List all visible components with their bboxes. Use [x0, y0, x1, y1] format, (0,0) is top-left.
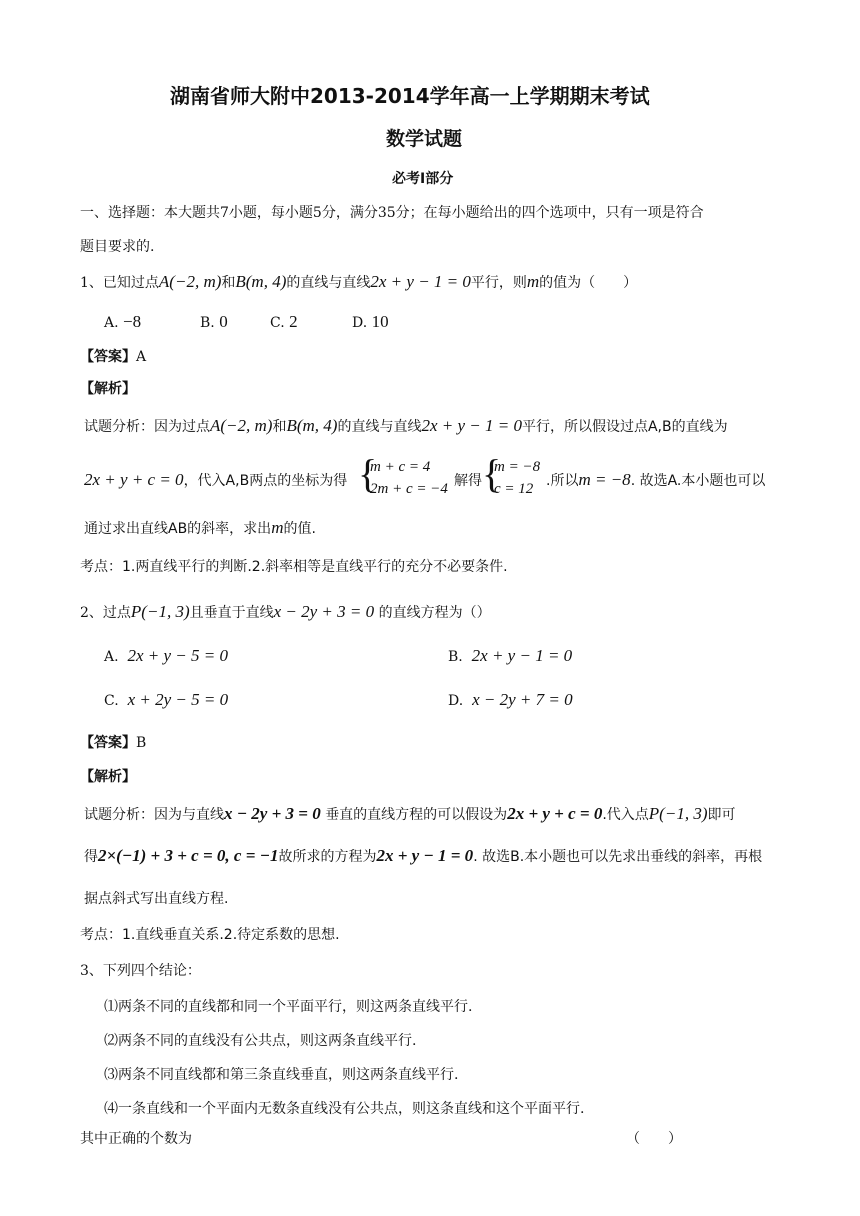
q3-item-1: ⑴两条不同的直线都和同一个平面平行，则这两条直线平行. [104, 999, 473, 1015]
q1-analysis-line-2a: 2x + y + c = 0，代入A,B两点的坐标为得 [84, 470, 348, 489]
system-brace-2: { [482, 451, 502, 496]
q1-analysis-line-3: 通过求出直线AB的斜率，求出m的值. [84, 518, 316, 537]
system-2: m = −8 c = 12 [494, 459, 541, 497]
system-1: m + c = 4 2m + c = −4 [370, 459, 448, 497]
q1-option-d: D. 10 [352, 312, 389, 331]
q1-kaodian: 考点：1.两直线平行的判断.2.斜率相等是直线平行的充分不必要条件. [80, 559, 508, 575]
q1-point-a: A(−2, m) [158, 272, 222, 291]
q2-analysis-line-3: 据点斜式写出直线方程. [84, 891, 229, 907]
q2-answer: 【答案】B [80, 735, 147, 751]
q3-item-3: ⑶两条不同直线都和第三条直线垂直，则这两条直线平行. [104, 1067, 459, 1083]
q1-m: m [526, 272, 540, 291]
q1-answer-value: A [136, 349, 147, 365]
q3-stem: 3、下列四个结论： [80, 963, 201, 979]
q1-and: 和 [221, 275, 236, 291]
q2-line-eq: x − 2y + 3 = 0 [273, 602, 375, 621]
q2-analysis-tag: 【解析】 [80, 769, 136, 785]
q1-end: 的值为（ ） [539, 275, 638, 291]
q2-option-a: A. 2x + y − 5 = 0 [104, 646, 228, 665]
q1-line-eq: 2x + y − 1 = 0 [370, 272, 471, 291]
q1-solve-label: 解得 [454, 473, 482, 489]
q2-option-b: B. 2x + y − 1 = 0 [448, 646, 573, 665]
q1-point-b: B(m, 4) [235, 272, 287, 291]
system-brace-1: { [358, 451, 378, 496]
intro-line-1: 一、选择题：本大题共7小题，每小题5分，满分35分；在每小题给出的四个选项中，只有一项是符合 [80, 205, 704, 221]
q1-options [104, 312, 389, 332]
q2-analysis-line-1: 试题分析：因为与直线x − 2y + 3 = 0 垂直的直线方程的可以假设为2x + y + c = 0.代入点P(−1, 3)即可 [84, 804, 736, 823]
q2-point-p: P(−1, 3) [130, 602, 190, 621]
q1-stem [80, 272, 637, 292]
q3-tail: 其中正确的个数为 [80, 1131, 192, 1147]
page-subtitle: 数学试题 [386, 128, 463, 150]
q2-analysis-line-2: 得2×(−1) + 3 + c = 0, c = −1故所求的方程为2x + y − 1 = 0. 故选B.本小题也可以先求出垂线的斜率，再根 [84, 846, 763, 865]
q2-option-c: C. x + 2y − 5 = 0 [104, 690, 229, 709]
q3-item-4: ⑷一条直线和一个平面内无数条直线没有公共点，则这条直线和这个平面平行. [104, 1101, 585, 1117]
q3-item-2: ⑵两条不同的直线没有公共点，则这两条直线平行. [104, 1033, 417, 1049]
page-title: 湖南省师大附中2013-2014学年高一上学期期末考试 [170, 84, 650, 108]
q1-num: 1、已知过点 [80, 275, 159, 291]
q1-tail: 平行，则 [470, 275, 527, 291]
q3-answer-paren: （ ） [626, 1131, 682, 1147]
q1-option-b: B. 0 [200, 312, 228, 331]
q1-analysis-line-2b: .所以m = −8. 故选A.本小题也可以 [546, 470, 766, 489]
q2-kaodian: 考点：1.直线垂直关系.2.待定系数的思想. [80, 927, 340, 943]
q1-answer [80, 346, 146, 366]
q1-answer-tag: 【答案】 [80, 349, 136, 365]
q1-option-c: C. 2 [270, 312, 298, 331]
q1-option-a: A. −8 [104, 312, 142, 331]
q1-analysis-line-1: 试题分析：因为过点A(−2, m)和B(m, 4)的直线与直线2x + y − 1 = 0平行，所以假设过点A,B的直线为 [84, 416, 728, 435]
intro-line-2: 题目要求的. [80, 239, 155, 255]
q2-stem: 2、过点P(−1, 3)且垂直于直线x − 2y + 3 = 0 的直线方程为（） [80, 602, 491, 621]
q2-option-d: D. x − 2y + 7 = 0 [448, 690, 573, 709]
q1-mid: 的直线与直线 [286, 275, 371, 291]
q1-analysis-tag: 【解析】 [80, 381, 136, 397]
section-heading: 必考Ⅰ部分 [392, 171, 454, 187]
